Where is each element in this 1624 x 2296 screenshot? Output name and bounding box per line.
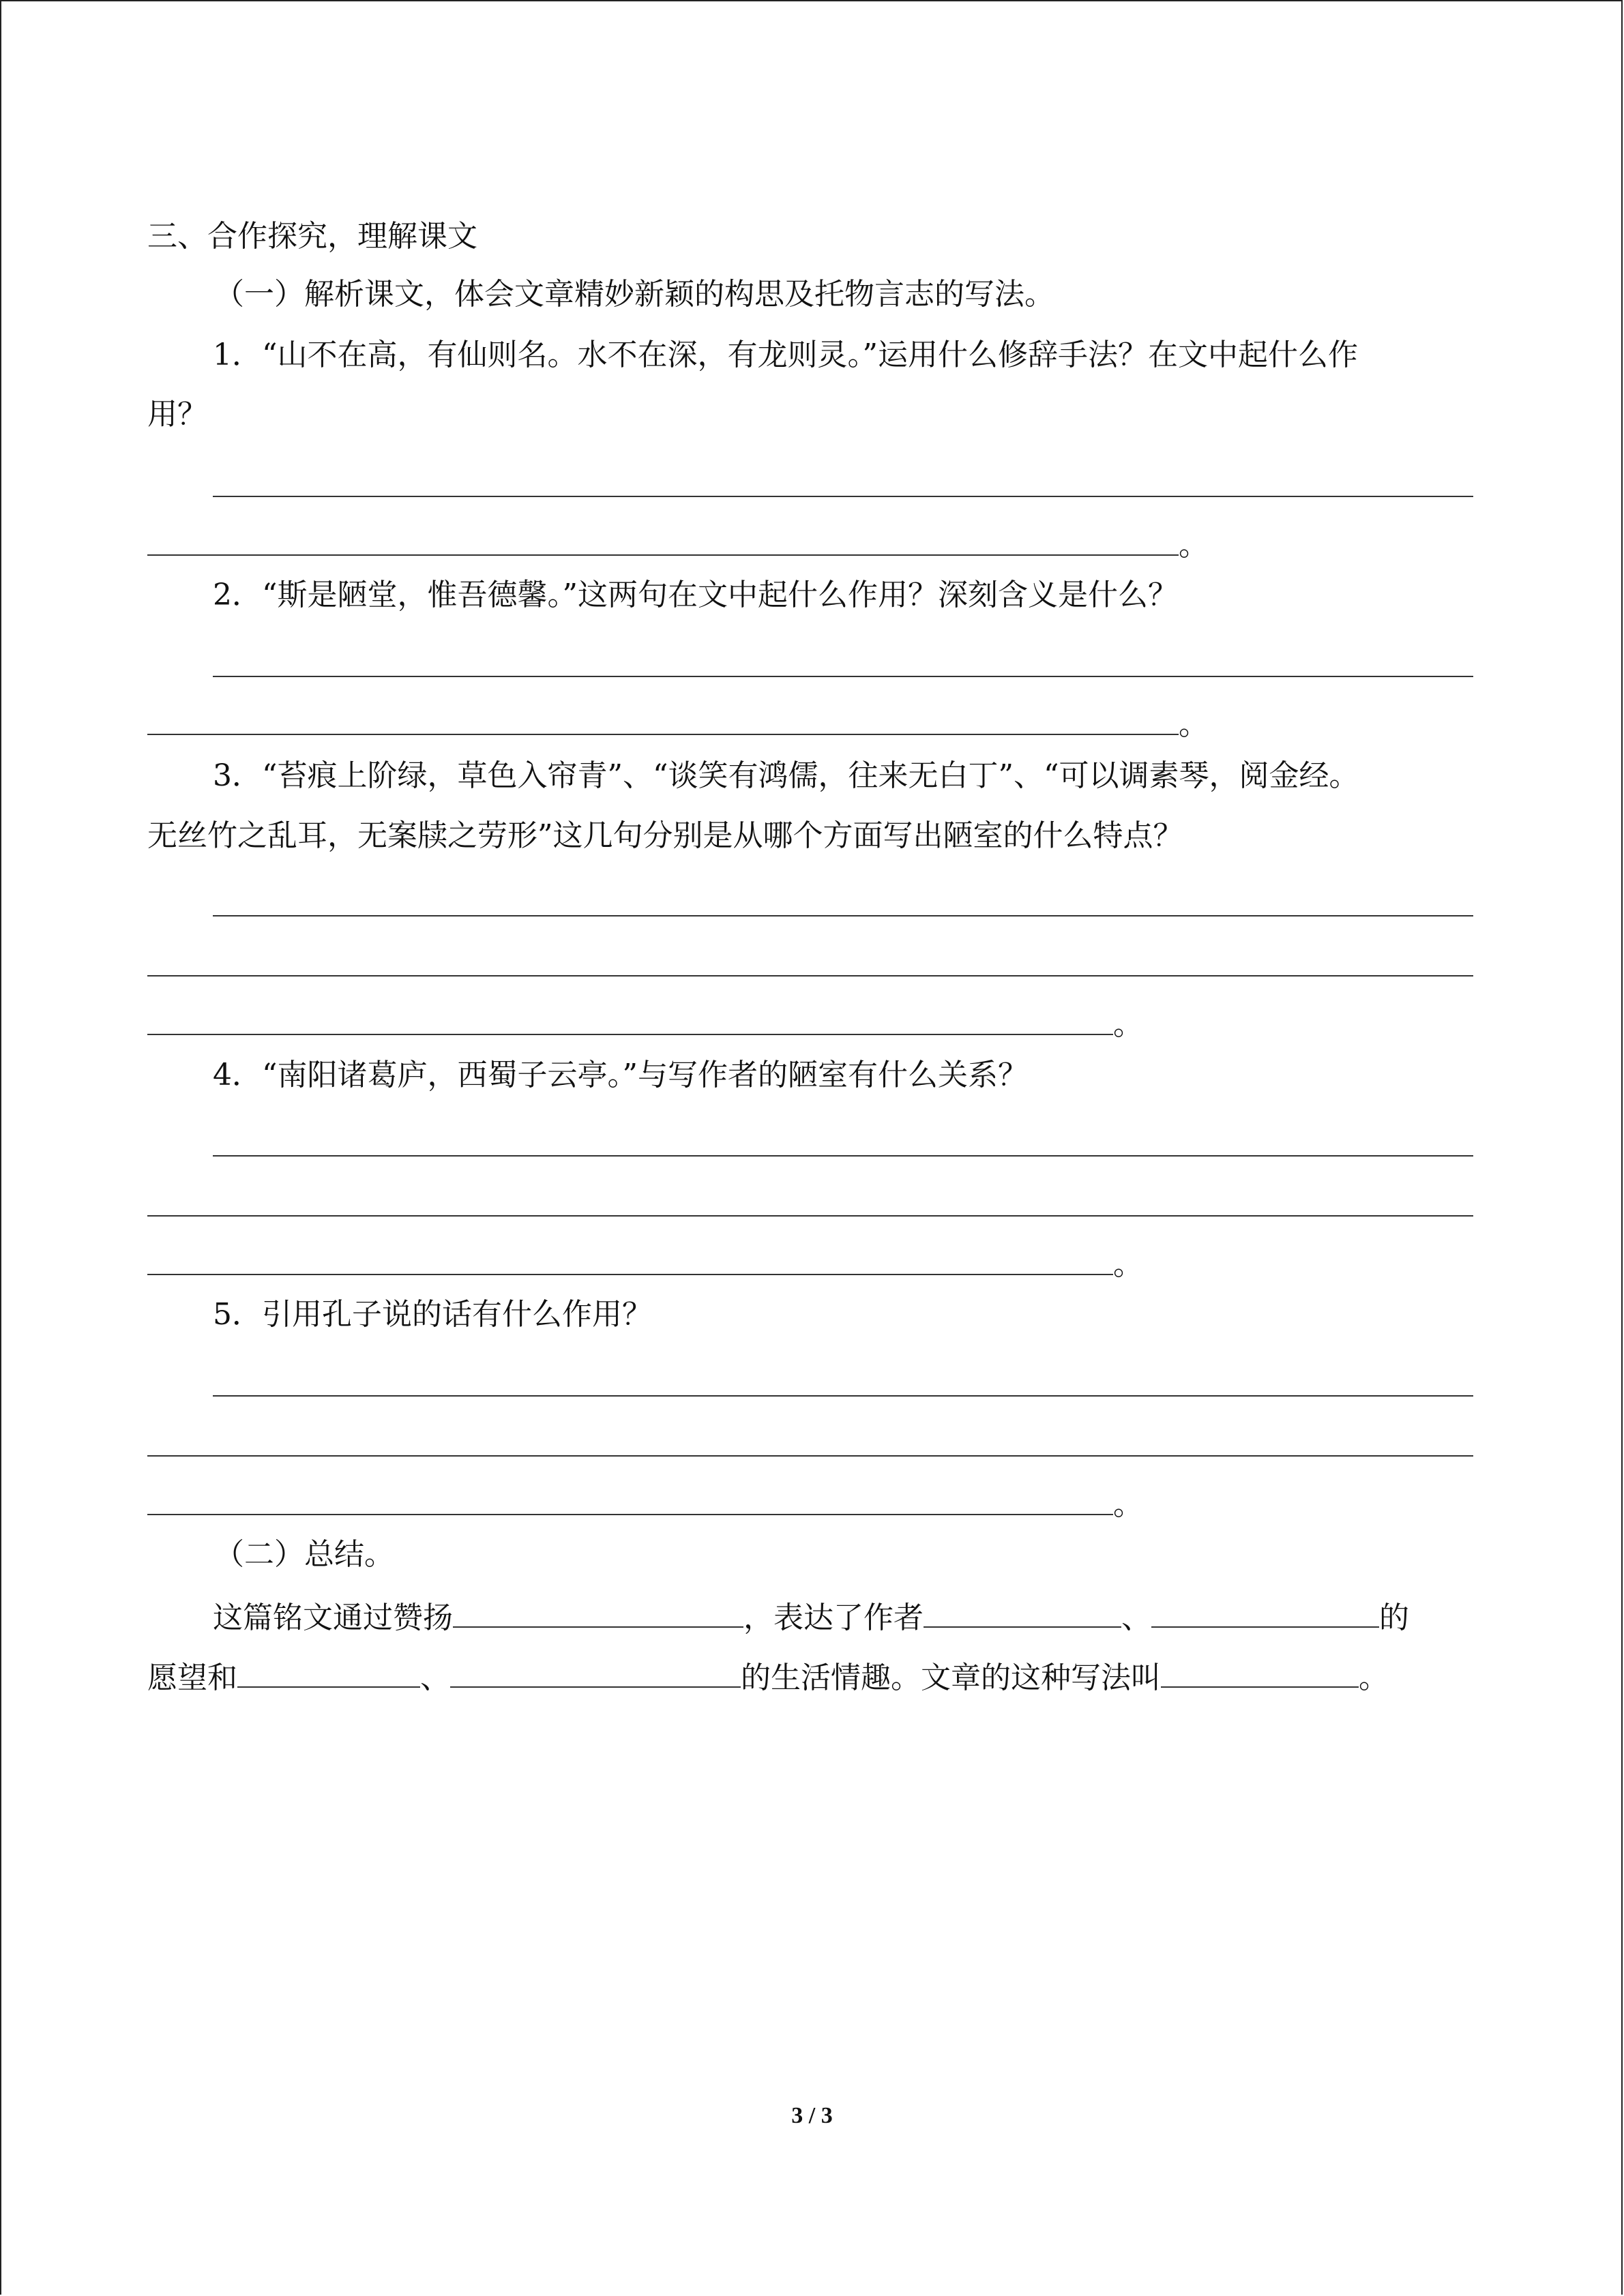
part-two-heading: （二）总结。 bbox=[214, 1537, 394, 1572]
answer-period: 。 bbox=[1179, 528, 1209, 563]
question-1-line-2: 用？ bbox=[147, 397, 207, 432]
summary-text: 的生活情趣。文章的这种写法叫 bbox=[741, 1660, 1161, 1695]
answer-period: 。 bbox=[1179, 707, 1209, 742]
answer-period: 。 bbox=[1113, 1247, 1143, 1282]
answer-period: 。 bbox=[1113, 1487, 1143, 1522]
question-3-line-1: 3．“苔痕上阶绿，草色入帘青”、“谈笑有鸿儒，往来无白丁”、“可以调素琴，阅金经。 bbox=[213, 758, 1359, 793]
question-5-line-1: 5．引用孔子说的话有什么作用？ bbox=[213, 1297, 652, 1332]
summary-text: 这篇铭文通过赞扬 bbox=[213, 1600, 453, 1635]
answer-line[interactable] bbox=[147, 734, 1179, 735]
answer-line[interactable] bbox=[147, 1034, 1113, 1035]
fill-blank[interactable] bbox=[450, 1655, 741, 1688]
fill-blank[interactable] bbox=[924, 1595, 1121, 1628]
answer-line[interactable] bbox=[213, 496, 1473, 497]
answer-line[interactable] bbox=[147, 975, 1473, 976]
fill-blank[interactable] bbox=[453, 1595, 743, 1628]
summary-text: 。 bbox=[1359, 1660, 1389, 1695]
answer-line[interactable] bbox=[147, 1215, 1473, 1217]
summary-text: 的 bbox=[1379, 1600, 1409, 1635]
answer-line[interactable] bbox=[147, 1455, 1473, 1457]
question-2-line-1: 2．“斯是陋堂，惟吾德馨。”这两句在文中起什么作用？深刻含义是什么？ bbox=[213, 578, 1178, 612]
summary-text: 愿望和 bbox=[147, 1660, 237, 1695]
fill-blank[interactable] bbox=[1161, 1655, 1359, 1688]
section-heading: 三、合作探究，理解课文 bbox=[147, 219, 477, 254]
fill-blank[interactable] bbox=[237, 1655, 420, 1688]
summary-text: 、 bbox=[420, 1660, 450, 1695]
answer-line[interactable] bbox=[213, 1155, 1473, 1157]
page-number: 3 / 3 bbox=[791, 2103, 833, 2128]
summary-line-1 bbox=[213, 1595, 1409, 1639]
answer-line[interactable] bbox=[213, 915, 1473, 916]
answer-line[interactable] bbox=[147, 1274, 1113, 1275]
question-1-line-1: 1．“山不在高，有仙则名。水不在深，有龙则灵。”运用什么修辞手法？在文中起什么作 bbox=[213, 338, 1358, 372]
part-one-heading: （一）解析课文，体会文章精妙新颖的构思及托物言志的写法。 bbox=[214, 277, 1054, 312]
summary-text: 、 bbox=[1121, 1600, 1151, 1635]
summary-line-2 bbox=[147, 1655, 1389, 1699]
question-3-line-2: 无丝竹之乱耳，无案牍之劳形”这几句分别是从哪个方面写出陋室的什么特点？ bbox=[147, 818, 1183, 853]
question-4-line-1: 4．“南阳诸葛庐，西蜀子云亭。”与写作者的陋室有什么关系？ bbox=[213, 1058, 1028, 1092]
fill-blank[interactable] bbox=[1151, 1595, 1379, 1628]
answer-line[interactable] bbox=[213, 1395, 1473, 1397]
answer-line[interactable] bbox=[213, 676, 1473, 677]
answer-line[interactable] bbox=[147, 554, 1179, 556]
summary-text: ，表达了作者 bbox=[743, 1600, 924, 1635]
answer-line[interactable] bbox=[147, 1514, 1113, 1515]
answer-period: 。 bbox=[1113, 1007, 1143, 1042]
